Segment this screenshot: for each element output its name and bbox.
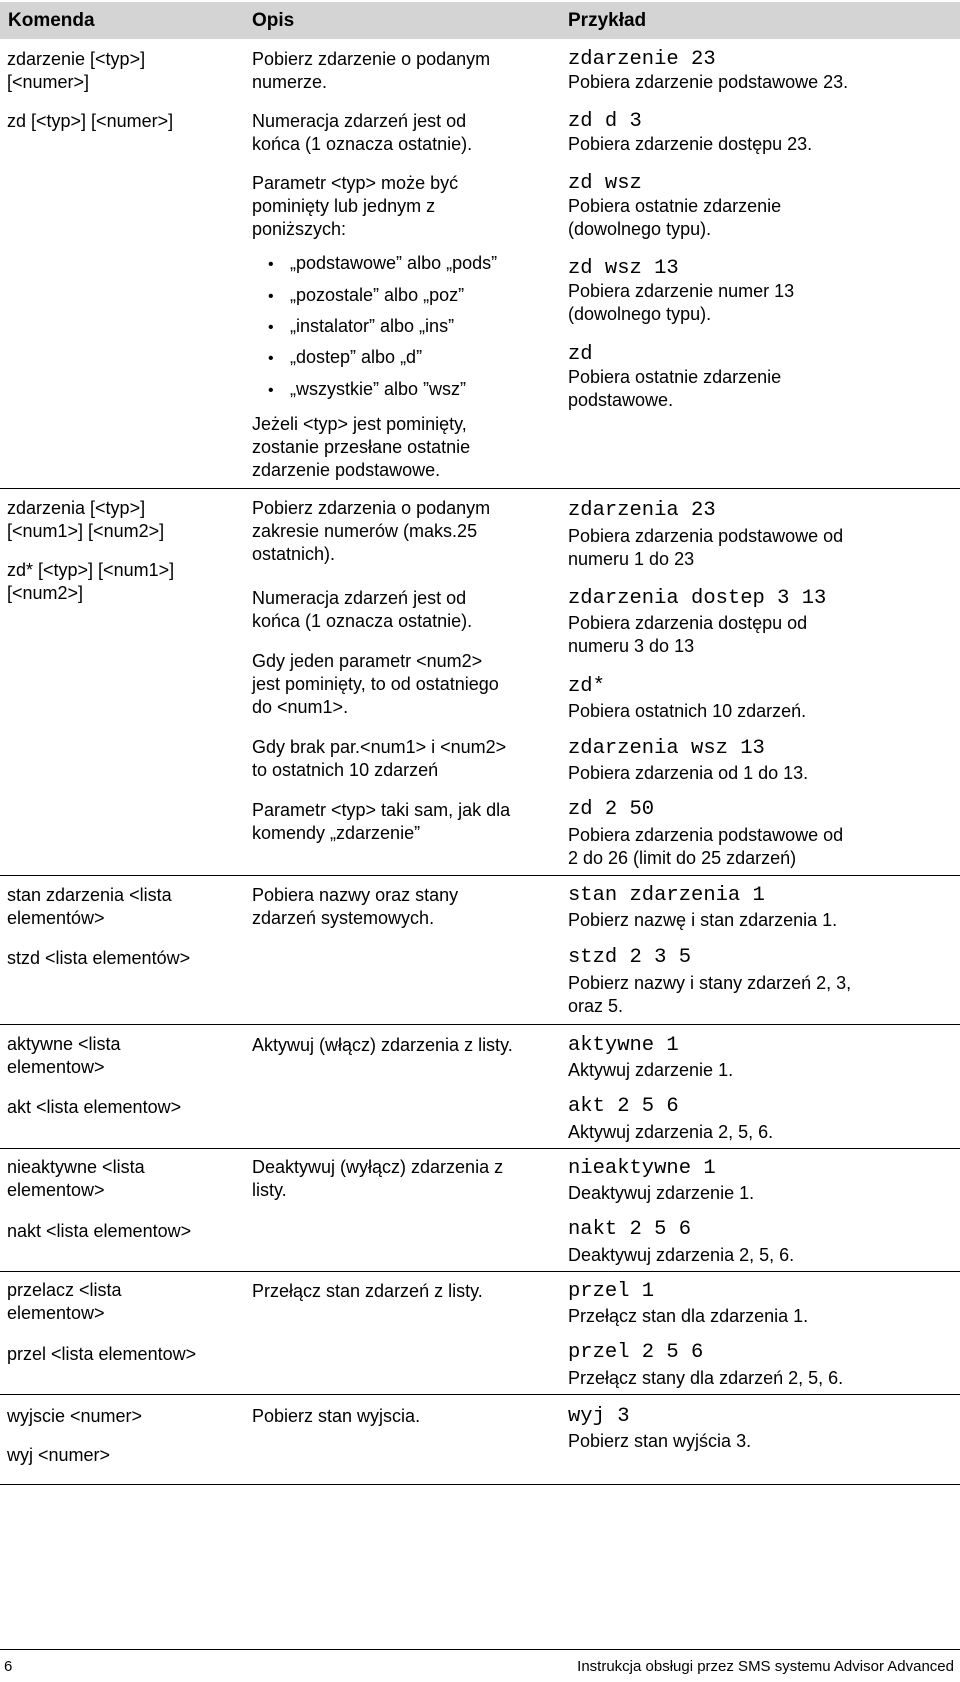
command-alias-text: wyj <numer> — [7, 1445, 111, 1465]
row-divider — [0, 1024, 960, 1025]
example-text: Pobiera zdarzenia dostępu od — [568, 613, 808, 633]
example-text: oraz 5. — [568, 996, 624, 1016]
example-text: numeru 1 do 23 — [568, 549, 695, 569]
example-text: Przełącz stany dla zdarzeń 2, 5, 6. — [568, 1368, 844, 1388]
command-text: stan zdarzenia <lista — [7, 885, 172, 905]
footer-rule — [0, 1649, 960, 1650]
command-alias-text: zd [<typ>] [<numer>] — [7, 111, 174, 131]
example-text: (dowolnego typu). — [568, 219, 712, 239]
bullet-text: „wszystkie” albo ”wsz” — [290, 379, 467, 399]
example-code: przel 1 — [568, 1280, 655, 1303]
example-text: Aktywuj zdarzenie 1. — [568, 1060, 734, 1080]
command-text: zdarzenie [<typ>] — [7, 49, 146, 69]
row-divider — [0, 488, 960, 489]
example-text: 2 do 26 (limit do 25 zdarzeń) — [568, 848, 797, 868]
row-divider — [0, 875, 960, 876]
row-divider — [0, 1148, 960, 1149]
example-text: (dowolnego typu). — [568, 304, 712, 324]
description-text: listy. — [252, 1180, 287, 1200]
example-code: akt 2 5 6 — [568, 1095, 679, 1118]
description-text: zostanie przesłane ostatnie — [252, 437, 471, 457]
description-text: Numeracja zdarzeń jest od — [252, 588, 467, 608]
example-code: zdarzenia 23 — [568, 499, 716, 522]
command-alias-text: stzd <lista elementów> — [7, 948, 191, 968]
column-header-example: Przykład — [568, 10, 647, 31]
description-text: zdarzenie podstawowe. — [252, 460, 441, 480]
example-code: zd 2 50 — [568, 798, 655, 821]
example-text: Deaktywuj zdarzenie 1. — [568, 1183, 755, 1203]
command-text: aktywne <lista — [7, 1034, 121, 1054]
example-text: Pobiera ostatnie zdarzenie — [568, 367, 782, 387]
example-code: zd — [568, 343, 593, 366]
command-text: zdarzenia [<typ>] — [7, 498, 146, 518]
bullet-text: „podstawowe” albo „pods” — [290, 253, 498, 273]
command-text: elementow> — [7, 1180, 105, 1200]
description-text: Deaktywuj (wyłącz) zdarzenia z — [252, 1157, 504, 1177]
example-text: Pobiera zdarzenia podstawowe od — [568, 526, 844, 546]
description-text: jest pominięty, to od ostatniego — [252, 674, 499, 694]
description-text: zdarzeń systemowych. — [252, 908, 435, 928]
example-text: Pobiera ostatnich 10 zdarzeń. — [568, 701, 807, 721]
bullet-icon: • — [268, 256, 274, 273]
row-divider — [0, 1271, 960, 1272]
example-code: zdarzenie 23 — [568, 48, 716, 71]
bullet-icon: • — [268, 288, 274, 305]
column-header-command: Komenda — [8, 10, 95, 31]
bullet-icon: • — [268, 350, 274, 367]
row-divider — [0, 1484, 960, 1485]
table-header-bar — [0, 2, 960, 39]
description-text: końca (1 oznacza ostatnie). — [252, 611, 473, 631]
description-text: Jeżeli <typ> jest pominięty, — [252, 414, 467, 434]
example-code: zd wsz — [568, 172, 642, 195]
description-text: Numeracja zdarzeń jest od — [252, 111, 467, 131]
command-text: elementow> — [7, 1303, 105, 1323]
example-text: Pobiera ostatnie zdarzenie — [568, 196, 782, 216]
command-text: [<numer>] — [7, 72, 90, 92]
example-code: stan zdarzenia 1 — [568, 884, 765, 907]
example-text: numeru 3 do 13 — [568, 636, 695, 656]
row-divider — [0, 1394, 960, 1395]
example-text: Pobierz nazwę i stan zdarzenia 1. — [568, 910, 838, 930]
example-code: przel 2 5 6 — [568, 1341, 704, 1364]
example-code: zdarzenia dostep 3 13 — [568, 587, 827, 610]
page-number: 6 — [4, 1658, 13, 1675]
example-code: stzd 2 3 5 — [568, 946, 692, 969]
description-text: końca (1 oznacza ostatnie). — [252, 134, 473, 154]
bullet-text: „dostep” albo „d” — [290, 347, 423, 367]
description-text: to ostatnich 10 zdarzeń — [252, 760, 439, 780]
example-text: podstawowe. — [568, 390, 674, 410]
example-text: Pobiera zdarzenie podstawowe 23. — [568, 72, 849, 92]
example-code: nakt 2 5 6 — [568, 1218, 692, 1241]
command-text: nieaktywne <lista — [7, 1157, 145, 1177]
example-text: Pobierz stan wyjścia 3. — [568, 1431, 752, 1451]
description-text: komendy „zdarzenie” — [252, 823, 421, 843]
manual-title: Instrukcja obsługi przez SMS systemu Advisor Advanced — [577, 1658, 954, 1675]
bullet-icon: • — [268, 319, 274, 336]
description-text: Przełącz stan zdarzeń z listy. — [252, 1281, 483, 1301]
example-text: Pobiera zdarzenie dostępu 23. — [568, 134, 813, 154]
example-code: wyj 3 — [568, 1405, 630, 1428]
example-code: zd* — [568, 675, 605, 698]
description-text: do <num1>. — [252, 697, 349, 717]
example-code: aktywne 1 — [568, 1034, 679, 1057]
description-text: Pobierz zdarzenie o podanym — [252, 49, 491, 69]
command-alias-text: nakt <lista elementow> — [7, 1221, 192, 1241]
command-alias-text: [<num2>] — [7, 583, 84, 603]
example-text: Aktywuj zdarzenia 2, 5, 6. — [568, 1122, 774, 1142]
command-text: elementow> — [7, 1057, 105, 1077]
description-text: Pobierz zdarzenia o podanym — [252, 498, 491, 518]
command-text: wyjscie <numer> — [7, 1406, 143, 1426]
example-text: Pobiera zdarzenia od 1 do 13. — [568, 763, 809, 783]
description-text: Pobiera nazwy oraz stany — [252, 885, 459, 905]
description-text: Aktywuj (włącz) zdarzenia z listy. — [252, 1035, 513, 1055]
command-alias-text: zd* [<typ>] [<num1>] — [7, 560, 175, 580]
description-text: ostatnich). — [252, 544, 336, 564]
example-text: Przełącz stan dla zdarzenia 1. — [568, 1306, 809, 1326]
description-text: pominięty lub jednym z — [252, 196, 436, 216]
example-text: Pobiera zdarzenie numer 13 — [568, 281, 795, 301]
example-code: nieaktywne 1 — [568, 1157, 716, 1180]
command-text: elementów> — [7, 908, 105, 928]
description-text: Parametr <typ> może być — [252, 173, 459, 193]
column-header-description: Opis — [252, 10, 295, 31]
example-text: Pobierz nazwy i stany zdarzeń 2, 3, — [568, 973, 852, 993]
example-code: zd d 3 — [568, 110, 642, 133]
command-alias-text: akt <lista elementow> — [7, 1097, 182, 1117]
command-text: [<num1>] [<num2>] — [7, 521, 165, 541]
description-text: zakresie numerów (maks.25 — [252, 521, 478, 541]
description-text: Gdy brak par.<num1> i <num2> — [252, 737, 507, 757]
description-text: numerze. — [252, 72, 328, 92]
example-code: zd wsz 13 — [568, 257, 679, 280]
description-text: Pobierz stan wyjscia. — [252, 1406, 421, 1426]
description-text: poniższych: — [252, 219, 347, 239]
command-text: przelacz <lista — [7, 1280, 122, 1300]
example-text: Deaktywuj zdarzenia 2, 5, 6. — [568, 1245, 795, 1265]
example-code: zdarzenia wsz 13 — [568, 737, 765, 760]
bullet-text: „instalator” albo „ins” — [290, 316, 455, 336]
example-text: Pobiera zdarzenia podstawowe od — [568, 825, 844, 845]
bullet-text: „pozostale” albo „poz” — [290, 285, 465, 305]
description-text: Gdy jeden parametr <num2> — [252, 651, 483, 671]
command-alias-text: przel <lista elementow> — [7, 1344, 197, 1364]
bullet-icon: • — [268, 382, 274, 399]
description-text: Parametr <typ> taki sam, jak dla — [252, 800, 511, 820]
